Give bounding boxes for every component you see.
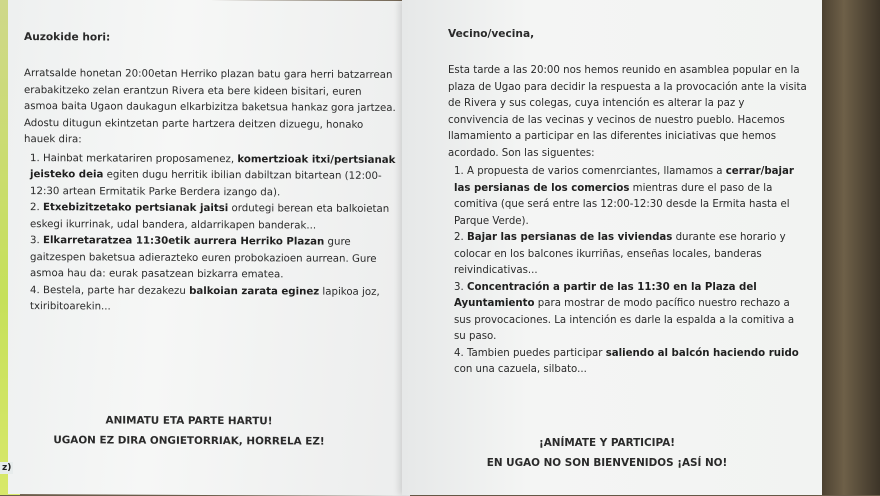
right-closing [442,434,772,474]
right-item-2: 2. Bajar las persianas de las viviendas durante ese horario y colocar en los balcones ikurriñas, enseñas locales, banderas reivindicativas... [454,232,786,277]
left-item-2: 2. Etxebizitzetako pertsianak jaitsi ordutegi berean eta balkoietan eskegi ikurrinak, udal bandera, aldarrikapen banderak... [30,202,390,232]
right-closing-line-1: ¡ANÍMATE Y PARTICIPA! [539,437,675,449]
left-item-1: 1. Hainbat merkatariren proposamenez, komertzioak itxi/pertsianak jeisteko deia egiten dugu herritik ibilian dabiltzan bitartean (12:00-12:30 artean Ermitatik Parke Berdera izango da). [30,152,396,199]
left-intro: Arratsalde honetan 20:00etan Herriko plazan batu gara herri batzarrean erabakitzeko zelan erantzun Rivera eta bere kideen bisitari, euren asmoa baita Ugaon daukagun elkarbizitza baketsua hankaz gora jartzea. Adostu ditugun ekintzetan parte hartzera deitzen dizuegu, honako hauek dira: [24,68,396,146]
right-greeting: Vecino/vecina, [448,28,535,40]
right-item-1: 1. A propuesta de varios comenrciantes, llamamos a cerrar/bajar las persianas de los comercios mientras dure el paso de la comitiva (que será entre las 12:00-12:30 desde la Ermita hasta el Parque Verde). [454,166,794,227]
background-right-wall [820,0,880,495]
left-item-3: 3. Elkarretaratzea 11:30etik aurrera Herriko Plazan gure gaitzespen baketsua adierazteko euren probokazioen aurrean. Gure asmoa hau da: eurak pasatzean bizkarra ematea. [30,235,377,281]
left-closing-line-2: UGAON EZ DIRA ONGIETORRIAK, HORRELA EZ! [53,433,325,448]
left-greeting: Auzokide hori: [24,31,111,44]
left-closing [8,411,370,452]
right-item-4: 4. Tambien puedes participar saliendo al balcón haciendo ruido con una cazuela, silbato... [454,347,799,376]
spanish-notice-sheet [402,0,822,495]
left-closing-line-1: ANIMATU ETA PARTE HARTU! [105,414,273,428]
basque-notice-sheet [8,0,410,496]
left-item-4: 4. Bestela, parte har dezakezu balkoian zarata eginez lapikoa joz, txiribitoarekin... [30,284,380,313]
right-intro: Esta tarde a las 20:00 nos hemos reunido en asamblea popular en la plaza de Ugao para decidir la respuesta a la provocación ante la visita de Rivera y sus colegas, cuya intención es alterar la paz y convivencia de las vecinas y vecinos de nuestro pueblo. Hacemos llamamiento a participar en las diferentes iniciativas que hemos acordado. Son las siguentes: [448,65,807,159]
right-item-3: 3. Concentración a partir de las 11:30 en la Plaza del Ayuntamiento para mostrar de modo pacífico nuestro rechazo a sus provocaciones. La intención es darle la espalda a la comitiva a su paso. [454,281,795,343]
right-closing-line-2: EN UGAO NO SON BIENVENIDOS ¡ASÍ NO! [486,456,728,469]
edge-text-fragment: z) [2,463,12,473]
